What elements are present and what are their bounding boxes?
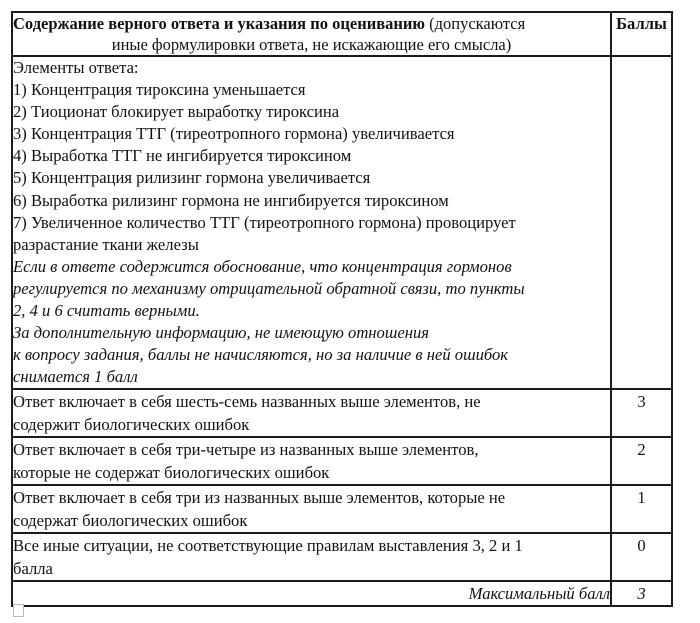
answer-element-line: Элементы ответа: xyxy=(13,58,139,77)
score-criteria-row xyxy=(12,389,672,437)
score-criteria-line: которые не содержат биологических ошибок xyxy=(13,463,330,483)
answer-element-line: 1) Концентрация тироксина уменьшается xyxy=(13,80,306,100)
answer-elements-lines xyxy=(13,57,610,388)
max-score-value: 3 xyxy=(611,581,672,606)
answer-elements-cell xyxy=(12,56,611,389)
answer-element-line: разрастание ткани железы xyxy=(13,234,199,254)
score-criteria-value-cell: 0 xyxy=(611,533,672,581)
answer-element-line: снимается 1 балл xyxy=(13,367,138,387)
answer-element-line: Если в ответе содержится обоснование, что концентрация гормонов xyxy=(13,256,512,276)
score-criteria-text-cell xyxy=(12,533,611,581)
table-header-row xyxy=(12,12,672,56)
header-score-cell: Баллы xyxy=(611,12,672,56)
answer-elements-row xyxy=(12,56,672,389)
answer-element-line: 7) Увеличенное количество ТТГ (тиреотропного гормона) провоцирует xyxy=(13,212,516,232)
max-score-label: Максимальный балл xyxy=(12,581,611,606)
answer-element-line: 2) Тиоционат блокирует выработку тироксина xyxy=(13,102,340,122)
table-body xyxy=(12,12,672,606)
score-criteria-line: Ответ включает в себя три-четыре из названных выше элементов, xyxy=(13,440,479,460)
score-criteria-text-cell xyxy=(12,485,611,533)
answer-elements-score-cell xyxy=(611,56,672,389)
score-criteria-row xyxy=(12,485,672,533)
header-title-bold: Содержание верного ответа и указания по оцениванию xyxy=(13,14,425,33)
score-criteria-line: Ответ включает в себя три из названных выше элементов, которые не xyxy=(13,488,506,508)
answer-element-line: 6) Выработка рилизинг гормона не ингибируется тироксином xyxy=(13,190,449,210)
missing-glyph-box-icon xyxy=(13,604,24,617)
score-criteria-line: Ответ включает в себя шесть-семь названных выше элементов, не xyxy=(13,392,481,412)
header-line-1 xyxy=(13,13,610,34)
answer-element-line: За дополнительную информацию, не имеющую отношения xyxy=(13,323,429,343)
score-criteria-value-cell: 2 xyxy=(611,437,672,485)
score-criteria-line: содержат биологических ошибок xyxy=(13,511,248,531)
answer-element-line: 5) Концентрация рилизинг гормона увеличивается xyxy=(13,168,371,188)
score-criteria-text-cell xyxy=(12,437,611,485)
score-criteria-line: Все иные ситуации, не соответствующие правилам выставления 3, 2 и 1 xyxy=(13,536,523,556)
header-title-regular: (допускаются xyxy=(424,14,526,33)
score-criteria-value-cell: 3 xyxy=(611,389,672,437)
answer-element-line: 3) Концентрация ТТГ (тиреотропного гормона) увеличивается xyxy=(13,124,455,144)
answer-element-line: 2, 4 и 6 считать верными. xyxy=(13,301,200,321)
score-criteria-row xyxy=(12,437,672,485)
answer-element-line: к вопросу задания, баллы не начисляются, но за наличие в ней ошибок xyxy=(13,345,509,365)
score-criteria-value-cell: 1 xyxy=(611,485,672,533)
max-score-row xyxy=(12,581,672,606)
answer-element-line: регулируется по механизму отрицательной обратной связи, то пункты xyxy=(13,278,525,298)
score-criteria-text-cell xyxy=(12,389,611,437)
score-criteria-row xyxy=(12,533,672,581)
header-content-cell xyxy=(12,12,611,56)
answer-element-line: 4) Выработка ТТГ не ингибируется тироксином xyxy=(13,146,352,166)
grading-criteria-table xyxy=(11,11,673,607)
header-line-2: иные формулировки ответа, не искажающие его смысла) xyxy=(111,35,512,54)
score-criteria-line: содержит биологических ошибок xyxy=(13,415,250,435)
score-criteria-line: балла xyxy=(13,559,53,579)
